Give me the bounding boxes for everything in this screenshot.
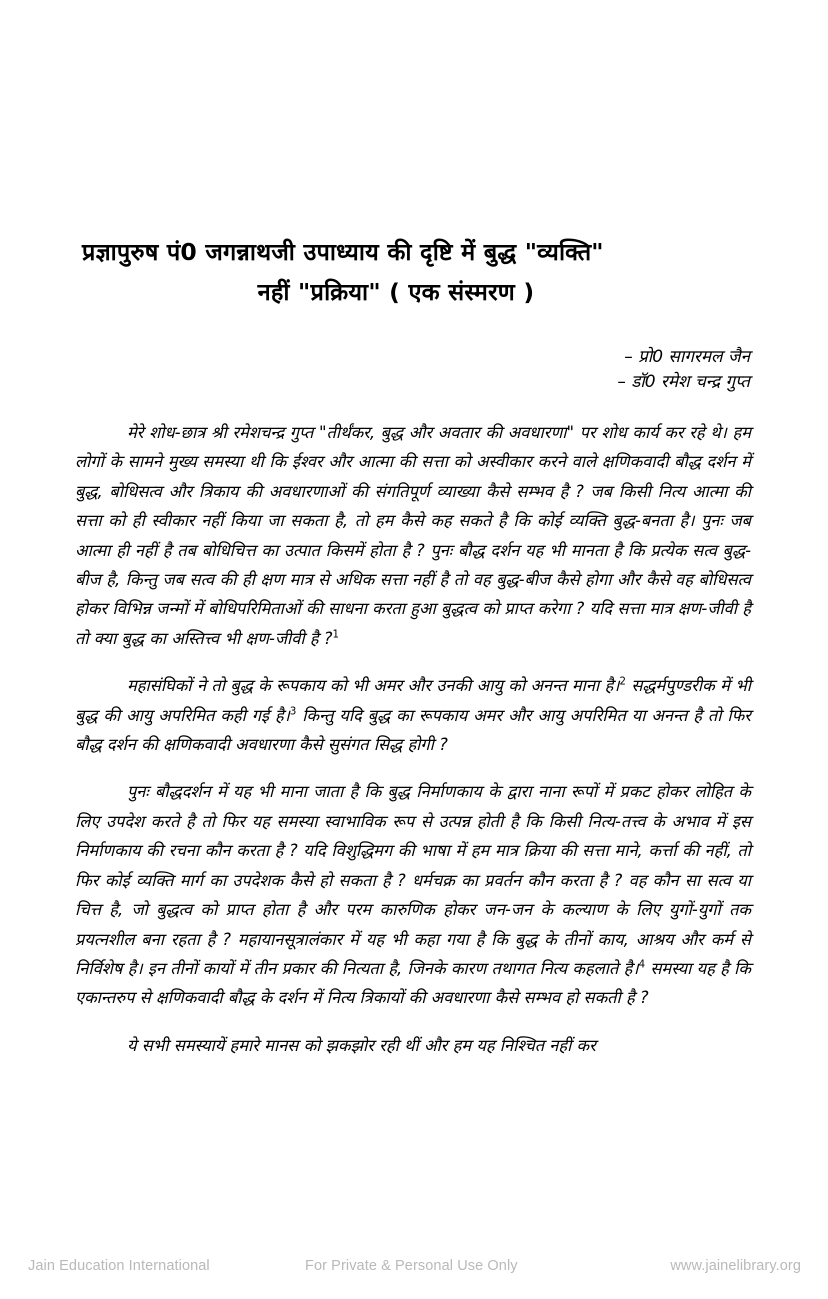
page-footer [0, 1258, 828, 1282]
paragraph-2: महासंघिकों ने तो बुद्ध के रूपकाय को भी अमर और उनकी आयु को अनन्त माना है।$^2$ सद्धर्मपुण्डरीक में भी बुद्ध की आयु अपरिमित कही गई है।$^3$ किन्तु यदि बुद्ध का रूपकाय अमर और आयु अपरिमित या अनन्त है तो फिर बौद्ध दर्शन की क्षणिकवादी अवधारणा कैसे सुसंगत सिद्ध होगी ? [75, 676, 751, 755]
footnote-marker: 3 [289, 706, 297, 718]
paragraph-3: पुनः बौद्धदर्शन में यह भी माना जाता है कि बुद्ध निर्माणकाय के द्वारा नाना रूपों में प्रकट होकर लोहित के लिए उपदेश करते है तो फिर यह समस्या स्वाभाविक रूप से उत्पन्न होती है कि किसी नित्य-तत्त्व के अभाव में इस निर्माणकाय की रचना कौन करता है ? यदि विशुद्धिमग की भाषा में हम मात्र क्रिया की सत्ता माने, कर्त्ता की नहीं, तो फिर कोई व्यक्ति मार्ग का उपदेशक कैसे हो सकता है ? धर्मचक्र का प्रवर्तन कौन करता है ? वह कौन सा सत्व या चित्त है, जो बुद्धत्व को प्राप्त होता है और परम कारुणिक होकर जन-जन के कल्याण के लिए युगों-युगों तक प्रयत्नशील बना रहता है ? महायानसूत्रालंकार में यह भी कहा गया है कि बुद्ध के तीनों काय, आश्रय और कर्म से निर्विशेष है। इन तीनों कायों में तीन प्रकार की नित्यता है, जिनके कारण तथागत नित्य कहलाते है।$^4$ समस्या यह है कि एकान्तरुप से क्षणिकवादी बौद्ध के दर्शन में नित्य त्रिकायों की अवधारणा कैसे सम्भव हो सकती है ? [75, 782, 751, 1008]
byline-author-2: – डॉ0 रमेश चन्द्र गुप्त [617, 372, 750, 392]
title-line-2: नहीं "प्रक्रिया" ( एक संस्मरण ) [257, 278, 535, 306]
footnote-marker: 2 [619, 676, 626, 688]
footer-left-text: Jain Education International [28, 1258, 210, 1274]
paragraph-1: मेरे शोध-छात्र श्री रमेशचन्द्र गुप्त "तीर्थंकर, बुद्ध और अवतार की अवधारणा" पर शोध कार्य कर रहे थे। हम लोगों के सामने मुख्य समस्या थी कि ईश्वर और आत्मा की सत्ता को अस्वीकार करने वाले क्षणिकवादी बौद्ध दर्शन में बुद्ध, बोधिसत्व और त्रिकाय की अवधारणाओं की संगतिपूर्ण व्याख्या कैसे सम्भव है ? जब किसी नित्य आत्मा की सत्ता को ही स्वीकार नहीं किया जा सकता है, तो हम कैसे कह सकते है कि कोई व्यक्ति बुद्ध-बनता है। पुनः जब आत्मा ही नहीं है तब बोधिचित्त का उत्पात किसमें होता है ? पुनः बौद्ध दर्शन यह भी मानता है कि प्रत्येक सत्व बुद्ध-बीज है, किन्तु जब सत्व की ही क्षण मात्र से अधिक सत्ता नहीं है तो वह बुद्ध-बीज कैसे होगा और कैसे वह बोधिसत्व होकर विभिन्न जन्मों में बोधिपरिमिताओं की साधना करता हुआ बुद्धत्व को प्राप्त करेगा ? यदि सत्ता मात्र क्षण-जीवी है तो क्या बुद्ध का अस्तित्त्व भी क्षण-जीवी है ?$^1$ [75, 423, 751, 648]
paragraph-4: ये सभी समस्यायें हमारे मानस को झकझोर रही थीं और हम यह निश्चित नहीं कर [127, 1035, 596, 1055]
page-title [78, 232, 750, 312]
footer-right-link[interactable]: www.jainelibrary.org [670, 1258, 801, 1274]
footer-center-text: For Private & Personal Use Only [305, 1258, 518, 1274]
title-line-1: प्रज्ञापुरुष पं0 जगन्नाथजी उपाध्याय की दृष्टि में बुद्ध "व्यक्ति" [82, 238, 604, 266]
footnote-marker: 4 [638, 959, 646, 971]
body-text [75, 418, 751, 1060]
byline-author-1: – प्रो0 सागरमल जैन [624, 347, 750, 367]
footnote-marker: 1 [332, 629, 339, 641]
byline [390, 345, 750, 395]
